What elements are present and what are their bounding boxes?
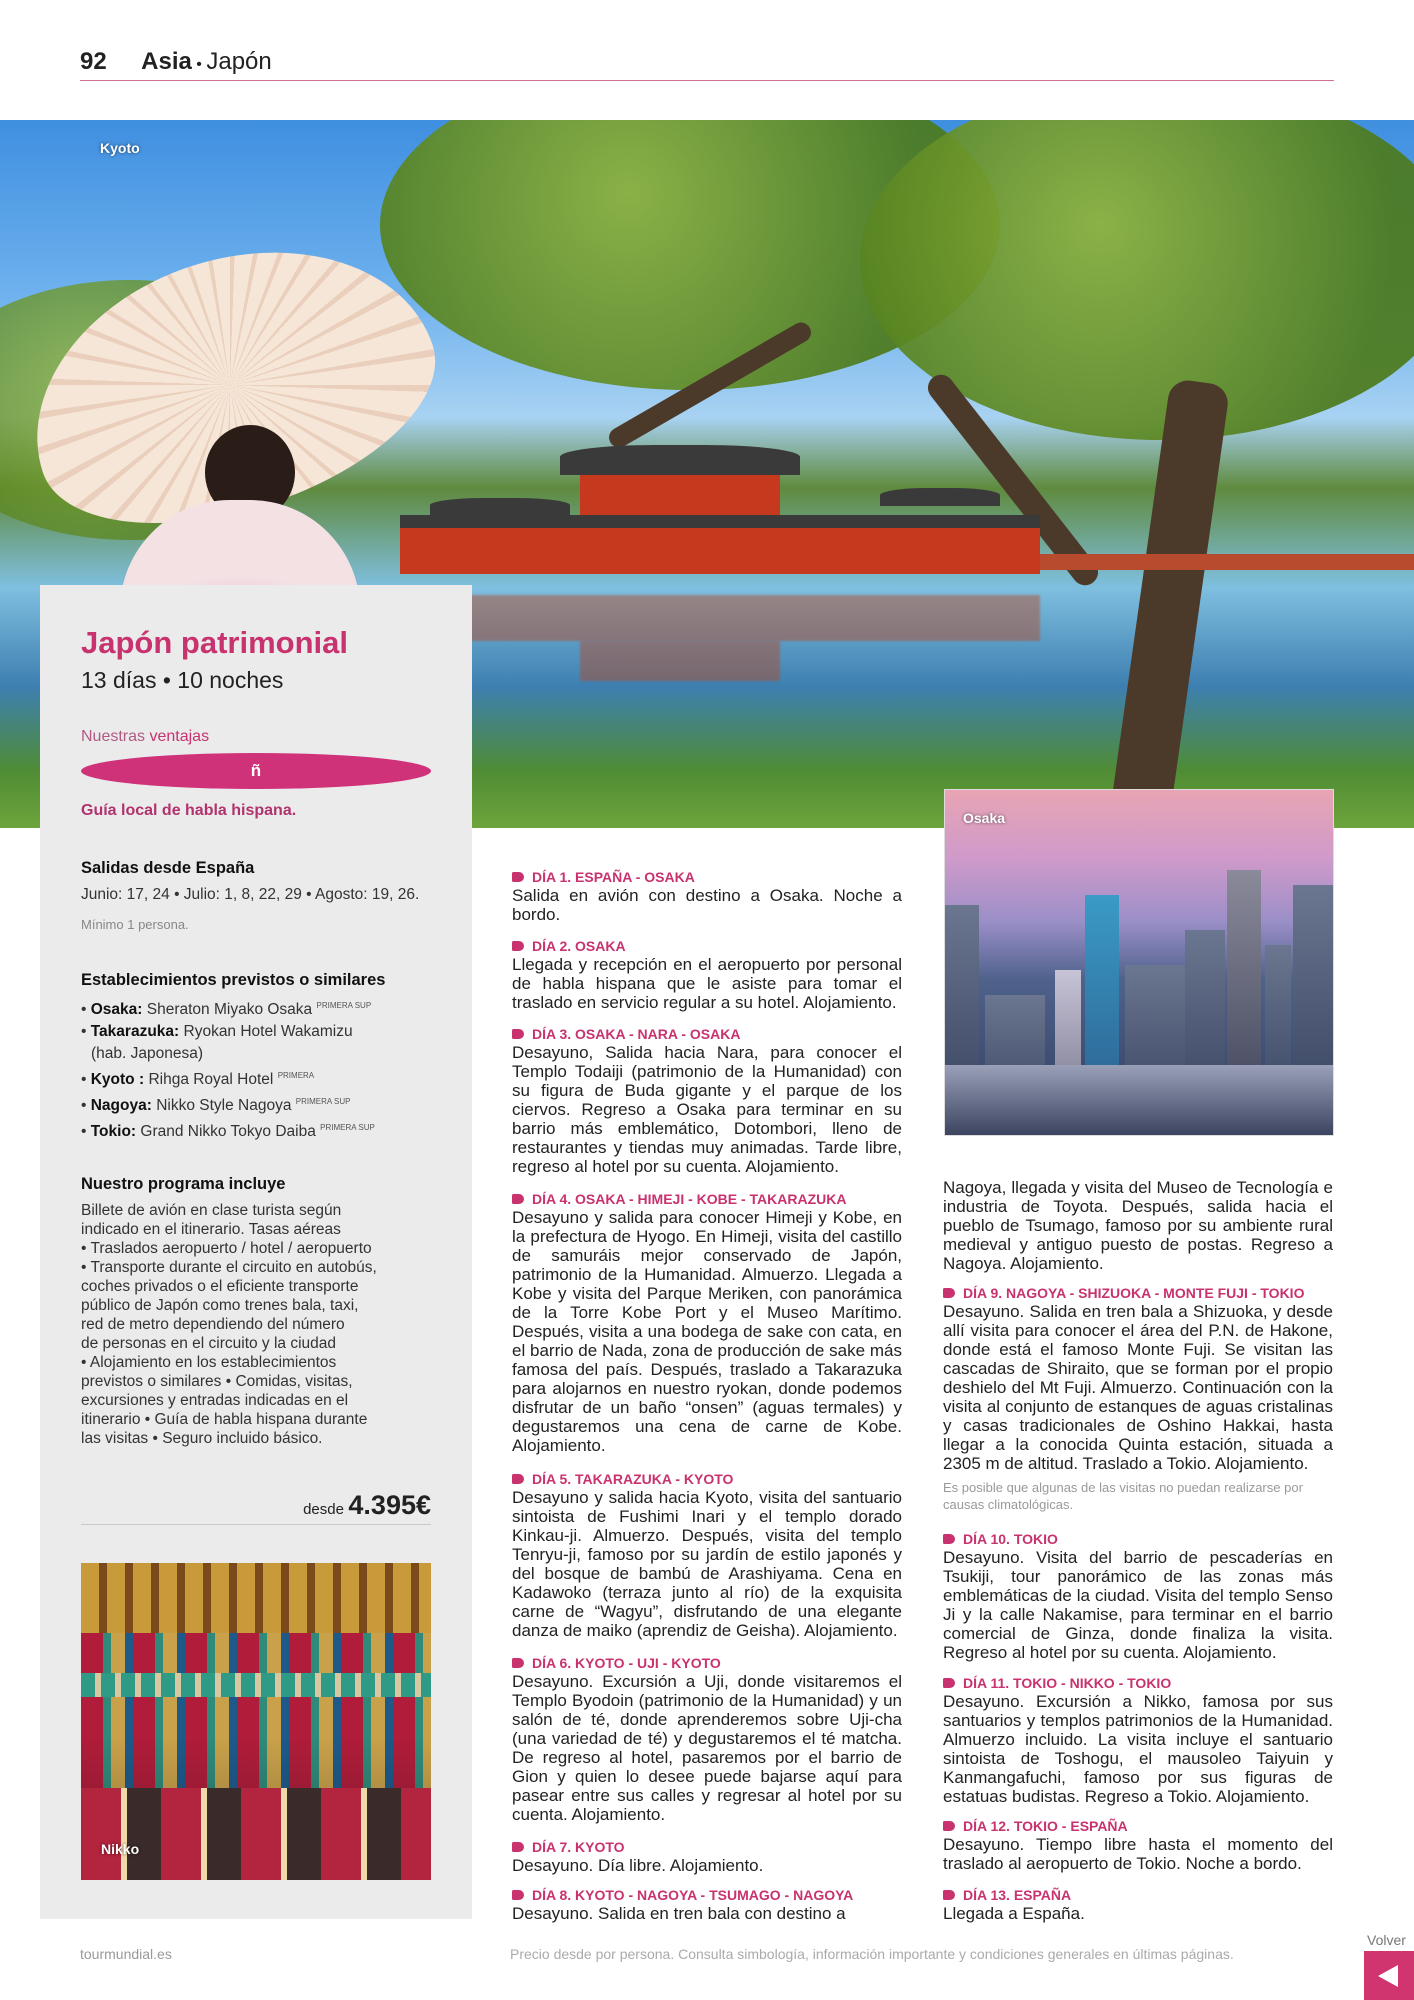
day-title: DÍA 3. OSAKA - NARA - OSAKA: [512, 1025, 902, 1043]
minimum-note: Mínimo 1 persona.: [81, 917, 189, 932]
hotel-item: • Tokio: Grand Nikko Tokyo Daiba $^{PRIMERA SUP}$: [81, 1123, 375, 1141]
hotels-list: [81, 995, 431, 1144]
day-text: Desayuno. Salida en tren bala con destino a: [512, 1904, 846, 1923]
back-button[interactable]: [1364, 1951, 1414, 2000]
osaka-skyline-image: [944, 789, 1334, 1136]
itinerary-day-8-continued: [943, 1178, 1333, 1273]
itinerary-day-5: [512, 1470, 902, 1640]
itinerary-day-11: [943, 1674, 1333, 1806]
day-text: Llegada a España.: [943, 1904, 1085, 1923]
departures-text: Junio: 17, 24 • Julio: 1, 8, 22, 29 • Agosto: 19, 26.: [81, 886, 420, 903]
day-title: DÍA 8. KYOTO - NAGOYA - TSUMAGO - NAGOYA: [512, 1886, 902, 1904]
advantages-heading: [81, 728, 431, 746]
price-row: [81, 1490, 431, 1525]
day-text: Desayuno. Salida en tren bala a Shizuoka, y desde allí visita para conocer el área del P.N. de Hakone, donde está el famoso Monte Fuji. Se visitan las cascadas de Shiraito, que se forman por el propio deshielo del Mt Fuji. Almuerzo. Continuación con la visita al conjunto de estanques de aguas cristalinas y casas tradicionales de Oshino Hakkai, hasta llegar a la conocida Quinta estación, situada a 2305 m de altitud. Traslado a Tokio. Alojamiento.: [943, 1302, 1333, 1473]
header-separator: •: [191, 56, 207, 73]
country-label: Japón: [206, 48, 272, 75]
itinerary-day-10: [943, 1530, 1333, 1662]
day-text: Nagoya, llegada y visita del Museo de Tecnología e industria de Toyota. Después, salida hacia el pueblo de Tsumago, famoso por su ambiente rural medieval y antiguo puesto de postas. Regreso a Nagoya. Alojamiento.: [943, 1178, 1333, 1273]
weather-note: Es posible que algunas de las visitas no puedan realizarse por causas climatológicas.: [943, 1480, 1303, 1512]
day-title: DÍA 11. TOKIO - NIKKO - TOKIO: [943, 1674, 1333, 1692]
program-list: Billete de avión en clase turista según indicado en el itinerario. Tasas aéreas • Traslados aeropuerto / hotel / aeropuerto • Transporte durante el circuito en autobús, coches privados o el eficiente transporte público de Japón como trenes bala, taxi, red de metro dependiendo del número de personas en el circuito y la ciudad • Alojamiento en los establecimientos previstos o similares • Comidas, visitas, excursiones y entradas indicadas en el itinerario • Guía de habla hispana durante las visitas • Seguro incluido básico.: [81, 1202, 377, 1447]
day-text: Desayuno. Día libre. Alojamiento.: [512, 1856, 764, 1875]
hotel-item: • Kyoto : Rihga Royal Hotel $^{PRIMERA}$: [81, 1071, 315, 1089]
day-title: DÍA 6. KYOTO - UJI - KYOTO: [512, 1654, 902, 1672]
day-text: Desayuno. Tiempo libre hasta el momento del traslado al aeropuerto de Tokio. Noche a bordo.: [943, 1835, 1333, 1873]
day-title: DÍA 12. TOKIO - ESPAÑA: [943, 1817, 1333, 1835]
day-text: Desayuno. Excursión a Nikko, famosa por sus santuarios y templos patrimonios de la Humanidad. Almuerzo incluido. La visita incluye el santuario sintoista de Toshogu, el mausoleo Taiyuin y Kanmangafuchi, famoso por sus figuras de estatuas budistas. Regreso a Tokio. Alojamiento.: [943, 1692, 1333, 1806]
itinerary-day-8: [512, 1886, 902, 1923]
itinerary-day-13: [943, 1886, 1333, 1923]
day-title: DÍA 1. ESPAÑA - OSAKA: [512, 868, 902, 886]
trip-duration: 13 días • 10 noches: [81, 667, 284, 693]
day-text: Desayuno. Visita del barrio de pescaderías en Tsukiji, tour panorámico de las zonas más emblemáticas de la ciudad. Visita del templo Senso Ji y la calle Nakamise, para terminar en el barrio comercial de Ginza, donde finaliza la visita. Regreso al hotel por su cuenta. Alojamiento.: [943, 1548, 1333, 1662]
page-header: [80, 48, 1334, 81]
itinerary-day-3: [512, 1025, 902, 1176]
price-prefix: desde: [303, 1501, 344, 1518]
day-title: DÍA 2. OSAKA: [512, 937, 902, 955]
day-title: DÍA 13. ESPAÑA: [943, 1886, 1333, 1904]
day-text: Salida en avión con destino a Osaka. Noche a bordo.: [512, 886, 902, 924]
price-value: 4.395€: [348, 1490, 431, 1520]
program-heading: Nuestro programa incluye: [81, 1175, 286, 1193]
advantages-prefix: Nuestras: [81, 728, 146, 745]
trip-title: Japón patrimonial: [81, 625, 348, 660]
hotels-heading: Establecimientos previstos o similares: [81, 971, 386, 989]
day-title: DÍA 9. NAGOYA - SHIZUOKA - MONTE FUJI - TOKIO: [943, 1284, 1333, 1302]
nikko-temple-image: [81, 1563, 431, 1880]
day-text: Desayuno y salida hacia Kyoto, visita del santuario sintoista de Fushimi Inari y el templo dorado Kinkau-ji. Almuerzo. Después, visita del templo Tenryu-ji, famoso por su jardín de estilo japonés y del bosque de bambú de Arashiyama. Cena en Kadawoko (terraza junto al río) de la exquisita carne de “Wagyu”, disfrutando de una elegante danza de maiko (aprendiz de Geisha). Alojamiento.: [512, 1488, 902, 1640]
day-text: Desayuno. Excursión a Uji, donde visitaremos el Templo Byodoin (patrimonio de la Humanidad) y un salón de té, donde aprenderemos sobre Uji-cha (una variedad de té) y degustaremos el té matcha. De regreso al hotel, pasaremos por el barrio de Gion y quien lo desee puede bajarse aquí para pasear entre sus calles y regresar al hotel por su cuenta. Alojamiento.: [512, 1672, 902, 1824]
itinerary-day-6: [512, 1654, 902, 1824]
day-title: DÍA 5. TAKARAZUKA - KYOTO: [512, 1470, 902, 1488]
itinerary-day-2: [512, 937, 902, 1012]
region-label: Asia: [141, 48, 192, 75]
day-title: DÍA 7. KYOTO: [512, 1838, 902, 1856]
page-number: 92: [80, 48, 107, 75]
itinerary-day-1: [512, 868, 902, 924]
footer-price-note: Precio desde por persona. Consulta simbología, información importante y condiciones generales en últimas páginas.: [510, 1946, 1234, 1962]
day-title: DÍA 10. TOKIO: [943, 1530, 1333, 1548]
hotel-item: • Takarazuka: Ryokan Hotel Wakamizu: [81, 1023, 353, 1041]
footer-site-link[interactable]: tourmundial.es: [80, 1946, 172, 1962]
day-text: Llegada y recepción en el aeropuerto por personal de habla hispana que le asiste para tomar el traslado en servicio regular a su hotel. Alojamiento.: [512, 955, 902, 1012]
advantage-text: Guía local de habla hispana.: [81, 802, 297, 819]
nikko-caption: Nikko: [101, 1841, 140, 1857]
advantages-word: ventajas: [149, 728, 210, 745]
day-text: Desayuno y salida para conocer Himeji y Kobe, en la prefectura de Hyogo. En Himeji, visita del castillo de samuráis mejor conservado de Japón, patrimonio de la Humanidad. Almuerzo. Llegada a Kobe y visita del Parque Meriken, con panorámica de la Torre Kobe Port y el Museo Marítimo. Después, visita a una bodega de sake con cata, en el barrio de Nada, zona de producción de sake más famosa del país. Después, traslado a Takarazuka para alojarnos en nuestro ryokan, donde podemos disfrutar de un baño “onsen” (aguas termales) y degustaremos una cena de carne de Kobe. Alojamiento.: [512, 1208, 902, 1455]
hotel-item: • Nagoya: Nikko Style Nagoya $^{PRIMERA SUP}$: [81, 1097, 351, 1115]
spanish-guide-icon: ñ: [81, 753, 431, 789]
itinerary-day-12: [943, 1817, 1333, 1873]
osaka-caption: Osaka: [963, 810, 1006, 826]
itinerary-day-9: [943, 1284, 1333, 1473]
back-label[interactable]: Volver: [1367, 1932, 1406, 1948]
departures-heading: Salidas desde España: [81, 859, 255, 877]
arrow-left-icon: [1378, 1965, 1398, 1987]
hotel-room-note: (hab. Japonesa): [91, 1045, 204, 1063]
hero-caption: Kyoto: [100, 140, 140, 156]
itinerary-day-7: [512, 1838, 902, 1875]
day-text: Desayuno, Salida hacia Nara, para conocer el Templo Todaiji (patrimonio de la Humanidad) con su figura de Buda gigante y el parque de los ciervos. Regreso a Osaka para terminar en su barrio más emblemático, Dotombori, lleno de restaurantes y tiendas muy animadas. Tarde libre, regreso al hotel por su cuenta. Alojamiento.: [512, 1043, 902, 1176]
hotel-item: • Osaka: Sheraton Miyako Osaka $^{PRIMERA SUP}$: [81, 1001, 372, 1019]
day-title: DÍA 4. OSAKA - HIMEJI - KOBE - TAKARAZUKA: [512, 1190, 902, 1208]
itinerary-day-4: [512, 1190, 902, 1455]
